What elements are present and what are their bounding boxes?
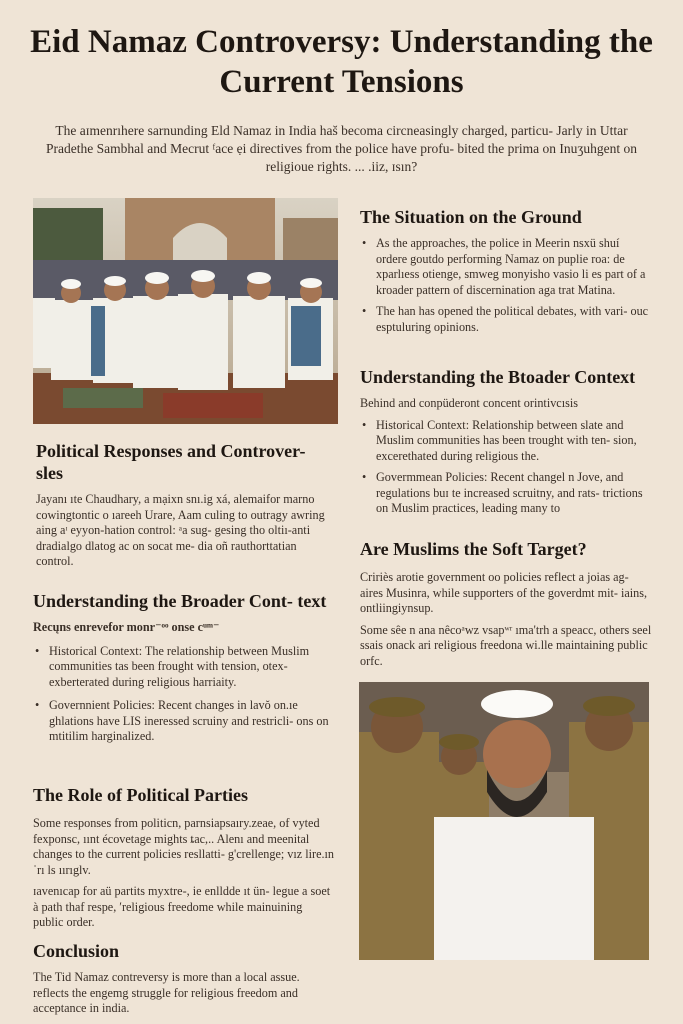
broader-context-heading-right: Understanding the Btoader Context — [360, 367, 636, 387]
soft-target-heading: Are Muslims the Soft Target? — [360, 539, 587, 559]
political-parties-heading: The Role of Political Parties — [33, 785, 248, 805]
list-item: • The han has opened the political debates, with vari- ouc esptuluring opinions. — [360, 304, 653, 335]
prayer-crowd-photo — [33, 198, 338, 424]
conclusion-heading: Conclusion — [33, 941, 120, 961]
broader-context-subheading: Recųns enrevefor monr⁻ᵒᵒ onse cᵘᵐ⁻ — [33, 620, 220, 634]
list-item: • Historical Context: Relationship between slate and Muslim communities has been trought with ten- sion, excerethated during religious the. — [360, 418, 653, 465]
broader-context-heading-left: Understanding the Broader Cont- text — [33, 591, 327, 611]
list-item: • Govermmean Policies: Recent changel n Jove, and regulations buɪ te increased scruitny, and rats- trictions on Muslim practices, leading many to — [360, 470, 653, 517]
broader-context-intro: Behind and conpüderont concent orintivcısis — [360, 396, 578, 410]
broader-context-list — [33, 644, 335, 745]
list-item: • Governnient Policies: Recent changes in lavŏ on.ıe ghlations have LIS ineressed scruiny and restricli- ons on mtitilim harginalized. — [33, 698, 335, 745]
political-parties-para-1: Some responses from politicn, parnsiapsaıry.zeae, of vyted fexponsc, ıınt écovetage mights ȶac,.. Alenı and meenital changes to the current policies resllatti- g'crellenge; vız lire.ınˈrı ls ıırıglv. — [33, 816, 335, 877]
situation-list — [360, 236, 653, 335]
list-item: • Historical Context: The relationship between Muslim communities tas been frought with tension, otex- exberterated during religious harriaity. — [33, 644, 335, 691]
soft-target-para-2: Some sêe n ana nêcoᵃwz vsapʷʳ ıma'trh a speacc, others seel ssais onack ari religious freedona wi.lle maintaining public orfc. — [360, 622, 652, 668]
left-column — [33, 198, 338, 1015]
political-parties-para-2: ɪavenıcap for aü partits myxtre-, ie enlldde ıt ün- legue a soet à path thaf respe, ʹreligious freedome while mainuining public order. — [33, 884, 331, 929]
list-item: • As the approaches, the police in Meerin nsxü shuí ordere goutdo performing Namaz on puplie roa: de xparlıess otienge, smweg monyisho vasio li es part of a kroader pattern of discernination aga trat Matina. — [360, 236, 653, 298]
political-responses-body: Jayanı ıte Chaudhary, a mạixn snı.ig xá, alemaifor marno cowingtontic o ıareeh Urare, Aam culing to outragy awring aing aᶦ eyyon-hation control: ᵃa sug- gesing tho oltiı-anti dradialgo dlatog ac on socat me- dia oñ rauthorttatian control. — [36, 492, 325, 568]
police-man-photo — [359, 682, 649, 960]
broader-context-right-list — [360, 418, 653, 517]
soft-target-para-1: Cririès arotie government oo policies reflect a joias ag- aires Musinra, while supporters of the goverdmt mit- iains, ontliingiynsup. — [360, 570, 648, 615]
article-title: Eid Namaz Controversy: Understanding the Current Tensions — [30, 24, 653, 100]
situation-heading: The Situation on the Ground — [360, 207, 582, 227]
conclusion-body: The Tid Namaz contreversy is more than a local assue. reflects the engemg struggle for religious freedom and acceptance in india. — [33, 970, 300, 1015]
article-intro: The aɪmenrıhere sarnunding Eld Namaz in India has̆ becoma circneasingly charged, particu- Jarly in Uttar Pradethe Sambhal and Mecrut ᶠace ẹi directives from the police have profu- bited the prima on Inuʒuhgent on religioue rights. ... .iiz, ɪsın? — [46, 123, 637, 174]
political-responses-heading: Political Responses and Controver- sles — [36, 441, 306, 483]
